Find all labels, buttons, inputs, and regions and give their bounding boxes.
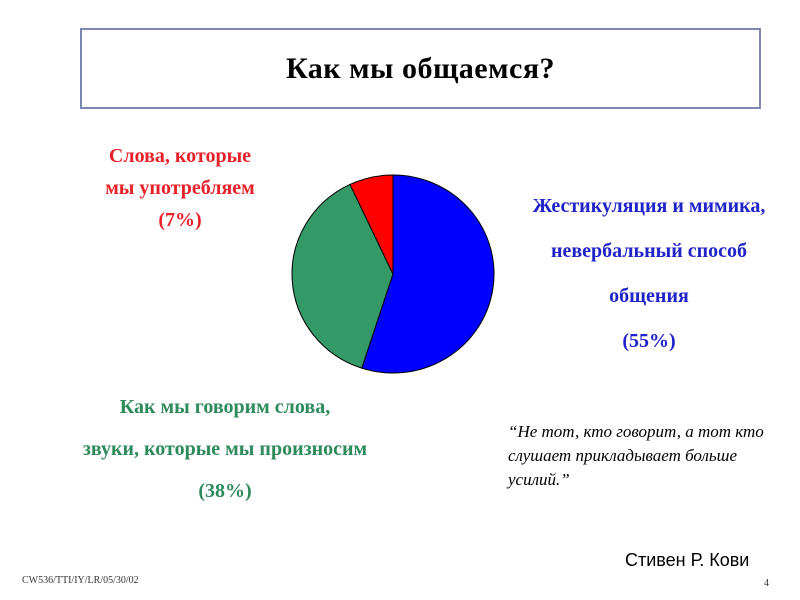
quote-author: Стивен Р. Кови (625, 550, 750, 570)
slide-title: Как мы общаемся? (285, 51, 556, 85)
label-voice-line-1: Как мы говорим слова, (119, 396, 331, 418)
label-words-line-1: Слова, которые (108, 145, 252, 167)
quote: “Не тот, кто говорит, а тот кто слушает прикладывает больше усилий.” (508, 422, 764, 489)
label-words-line-2: мы употребляем (105, 177, 255, 199)
label-body-line-4: (55%) (622, 330, 676, 352)
page-number: 4 (764, 578, 769, 589)
label-words-line-3: (7%) (158, 209, 202, 231)
label-body-line-2: невербальный способ (550, 240, 748, 262)
title-box (80, 28, 761, 109)
label-body (484, 184, 800, 364)
label-voice-line-2: звуки, которые мы произносим (82, 438, 368, 460)
label-body-line-3: общения (609, 285, 689, 307)
label-body-line-1: Жестикуляция и мимика, (532, 195, 766, 217)
label-voice-line-3: (38%) (198, 480, 252, 502)
pie-chart (286, 170, 500, 378)
footer-code: CW536/TTI/IY/LR/05/30/02 (22, 575, 139, 586)
label-words (70, 140, 290, 236)
label-voice (10, 386, 440, 512)
